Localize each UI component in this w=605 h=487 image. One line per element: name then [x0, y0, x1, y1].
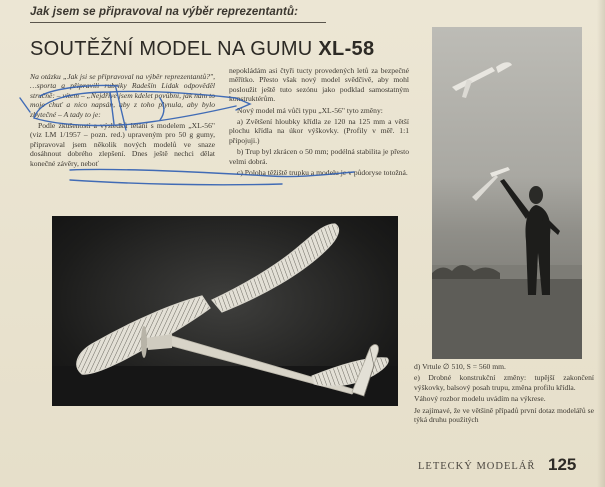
change-item-d: d) Vrtule ∅ 510, S = 560 mm. [414, 362, 506, 371]
glider-drawing [52, 216, 398, 406]
model-glider-photo [52, 216, 398, 406]
article-headline [30, 38, 374, 61]
text-column-3 [414, 362, 594, 426]
closing-paragraph: Je zajímavé, že ve většině případů první dotaz modelářů se týká druhu použitých [414, 405, 594, 425]
continuation-paragraph: nepokládám asi čtyři tucty provedených letů za bezpečné měřítko. Přesto však nový model svědčivě, aby mohl posloužit ještě tuto sezónu jako podklad samostatným konstruktérům. [229, 66, 409, 104]
body-paragraph: Podle zkušeností a výsledků létání s modelem „XL-56" (viz LM 1/1957 – pozn. red.) upraveným pro 50 g gumy, připravoval jsem několik nových modelů ve snaze dosáhnout dobrého zlepšení. Dnes ještě nechci dělat konečné závěry, neboť [30, 121, 215, 168]
change-item-c: c) Poloha těžiště trupku a modelu je v půdoryse totožná. [237, 168, 408, 178]
weight-note: Váhový rozbor modelu uvádím na výkrese. [414, 394, 546, 404]
change-item-b: b) Trup byl zkrácen o 50 mm; podélná stabilita je přesto velmi dobrá. [229, 147, 409, 166]
headline-prefix: SOUTĚŽNÍ MODEL NA GUMU [30, 38, 313, 60]
magazine-name: LETECKÝ MODELÁŘ [418, 461, 536, 472]
launch-drawing [432, 27, 582, 359]
text-column-2 [229, 66, 409, 179]
intro-paragraph: Na otázku „Jak jsi se připravoval na výběr reprezentantů?", …sporta a připravili rubriky Radešín Lidak odpověděl stručně: – vítem – „Nejdříve jsem kdelet povůbni, jak nám to moje chuť a nico napsán, aby z toho plynula, aby bylo zbytečné – A tady to je: [30, 72, 215, 119]
change-item-e: e) Drobné konstrukční změny: tupější zakončení výškovky, balsový posah trupu, změna profilu křídla. [414, 373, 594, 392]
text-column-1 [30, 72, 215, 170]
page-edge-shadow [597, 0, 605, 487]
change-item-a: a) Zvětšení hloubky křídla ze 120 na 125 mm a větší plochu křídla na úkor výškovky. (Profily v měř. 1:1 připojuji.) [229, 117, 409, 145]
kicker-rule [30, 22, 326, 23]
page-number: 125 [548, 455, 577, 474]
headline-model: XL-58 [318, 38, 375, 60]
launch-photo [432, 27, 582, 359]
kicker-heading: Jak jsem se připravoval na výběr reprezentantů: [30, 6, 299, 18]
changes-lead: Nový model má vůči typu „XL-56" tyto změny: [237, 105, 383, 115]
